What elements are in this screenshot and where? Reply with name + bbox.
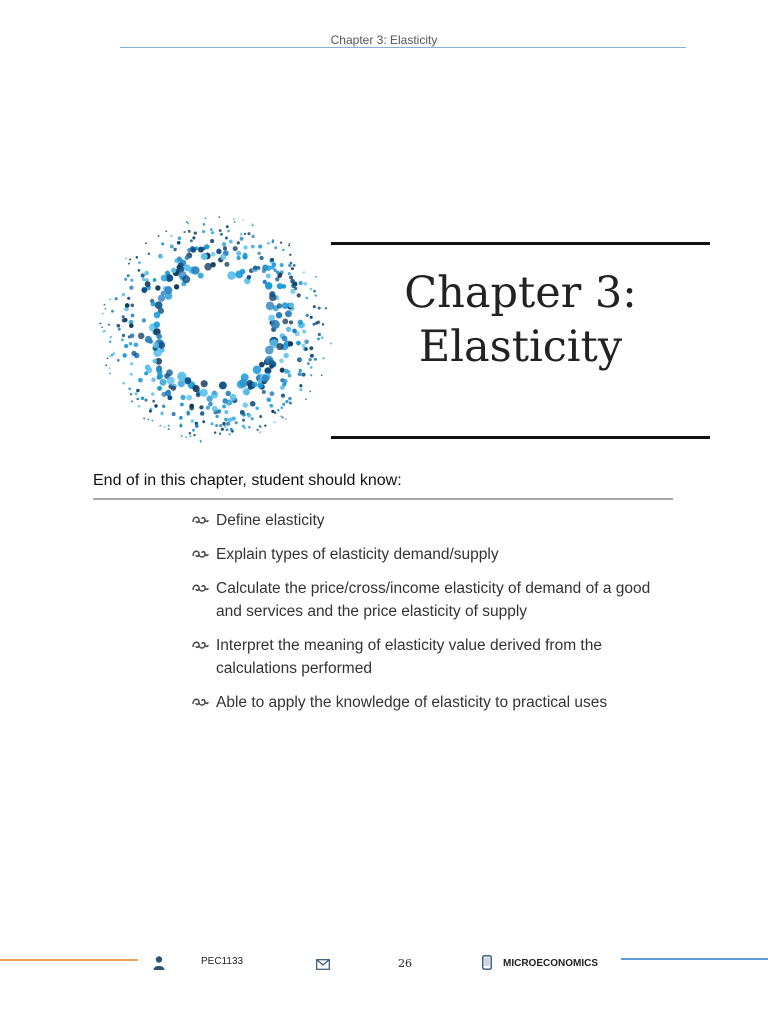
footer-course-code: PEC1133 — [201, 956, 244, 967]
objectives-rule — [93, 498, 673, 500]
phone-icon — [482, 955, 492, 970]
objective-item — [190, 577, 660, 623]
curl-bullet-icon — [190, 544, 210, 564]
title-rule-bottom — [331, 436, 710, 439]
chapter-title-line-2: Elasticity — [418, 322, 623, 372]
objective-text: Explain types of elasticity demand/supply — [216, 546, 499, 563]
curl-bullet-icon — [190, 635, 210, 655]
curl-bullet-icon — [190, 692, 210, 712]
curl-bullet-icon — [190, 510, 210, 530]
objective-item — [190, 634, 660, 680]
objective-text: Interpret the meaning of elasticity value derived from the calculations performed — [216, 637, 602, 677]
footer-rule-left — [0, 959, 138, 961]
objectives-heading: End of in this chapter, student should know: — [93, 472, 402, 489]
objective-item — [190, 509, 660, 532]
person-icon — [152, 955, 166, 971]
envelope-icon — [316, 959, 330, 970]
title-rule-top — [331, 242, 710, 245]
objective-text: Able to apply the knowledge of elasticity to practical uses — [216, 694, 608, 711]
header-rule — [120, 47, 686, 48]
objective-item — [190, 691, 660, 714]
objective-item — [190, 543, 660, 566]
footer-rule-right — [621, 958, 768, 960]
page-number: 26 — [398, 957, 412, 970]
objectives-list — [190, 509, 660, 725]
objective-text: Calculate the price/cross/income elasticity of demand of a good and services and the price elasticity of supply — [216, 580, 651, 620]
chapter-title-line-1: Chapter 3: — [404, 268, 637, 318]
dot-ring-ornament — [96, 212, 336, 448]
objective-text: Define elasticity — [216, 512, 325, 529]
curl-bullet-icon — [190, 578, 210, 598]
footer-subject: MICROECONOMICS — [503, 958, 598, 969]
running-header: Chapter 3: Elasticity — [330, 33, 438, 47]
